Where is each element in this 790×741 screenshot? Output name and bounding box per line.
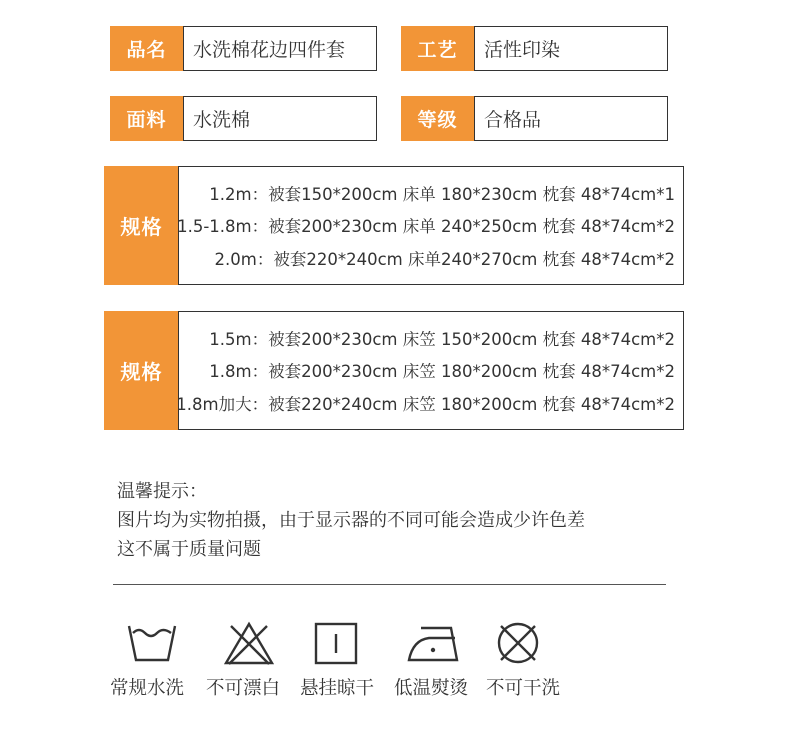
field-label-grade: 等级: [401, 96, 474, 141]
care-label-hang-dry: 悬挂晾干: [300, 678, 375, 699]
low-iron-icon: [407, 620, 461, 666]
field-value-product-name: 水洗棉花边四件套: [183, 26, 377, 71]
field-label-craft: 工艺: [401, 26, 474, 71]
spec-label-1: 规格: [104, 166, 179, 285]
spec-line: 1.5m：被套200*230cm 床笠 150*200cm 枕套 48*74cm*2: [209, 330, 675, 350]
care-label-no-bleach: 不可漂白: [206, 678, 281, 699]
field-label-fabric: 面料: [110, 96, 183, 141]
spec-line: 1.8m加大：被套220*240cm 床笠 180*200cm 枕套 48*74cm*2: [176, 394, 675, 414]
spec-line: 2.0m：被套220*240cm 床单240*270cm 枕套 48*74cm*2: [214, 249, 675, 269]
spec-table-2: [178, 311, 684, 430]
field-value-grade: 合格品: [474, 96, 668, 141]
care-label-wash: 常规水洗: [110, 678, 185, 699]
spec-table-1: [178, 166, 684, 285]
no-dry-clean-icon: [495, 620, 541, 666]
field-label-product-name: 品名: [110, 26, 183, 71]
hang-dry-icon: [313, 620, 359, 666]
spec-line: 1.8m：被套200*230cm 床笠 180*200cm 枕套 48*74cm*2: [209, 362, 675, 382]
note-line-2: 这不属于质量问题: [117, 539, 261, 560]
spec-line: 1.2m：被套150*200cm 床单 180*230cm 枕套 48*74cm*1: [209, 185, 675, 205]
divider: [113, 584, 666, 585]
note-title: 温馨提示：: [117, 481, 207, 502]
no-bleach-icon: [223, 620, 275, 666]
wash-tub-icon: [126, 620, 178, 664]
spec-line: 1.5-1.8m：被套200*230cm 床单 240*250cm 枕套 48*74cm*2: [177, 217, 675, 237]
note-line-1: 图片均为实物拍摄，由于显示器的不同可能会造成少许色差: [117, 510, 585, 531]
care-label-low-iron: 低温熨烫: [394, 678, 469, 699]
field-value-fabric: 水洗棉: [183, 96, 377, 141]
care-label-no-dry-clean: 不可干洗: [486, 678, 561, 699]
field-value-craft: 活性印染: [474, 26, 668, 71]
spec-label-2: 规格: [104, 311, 179, 430]
